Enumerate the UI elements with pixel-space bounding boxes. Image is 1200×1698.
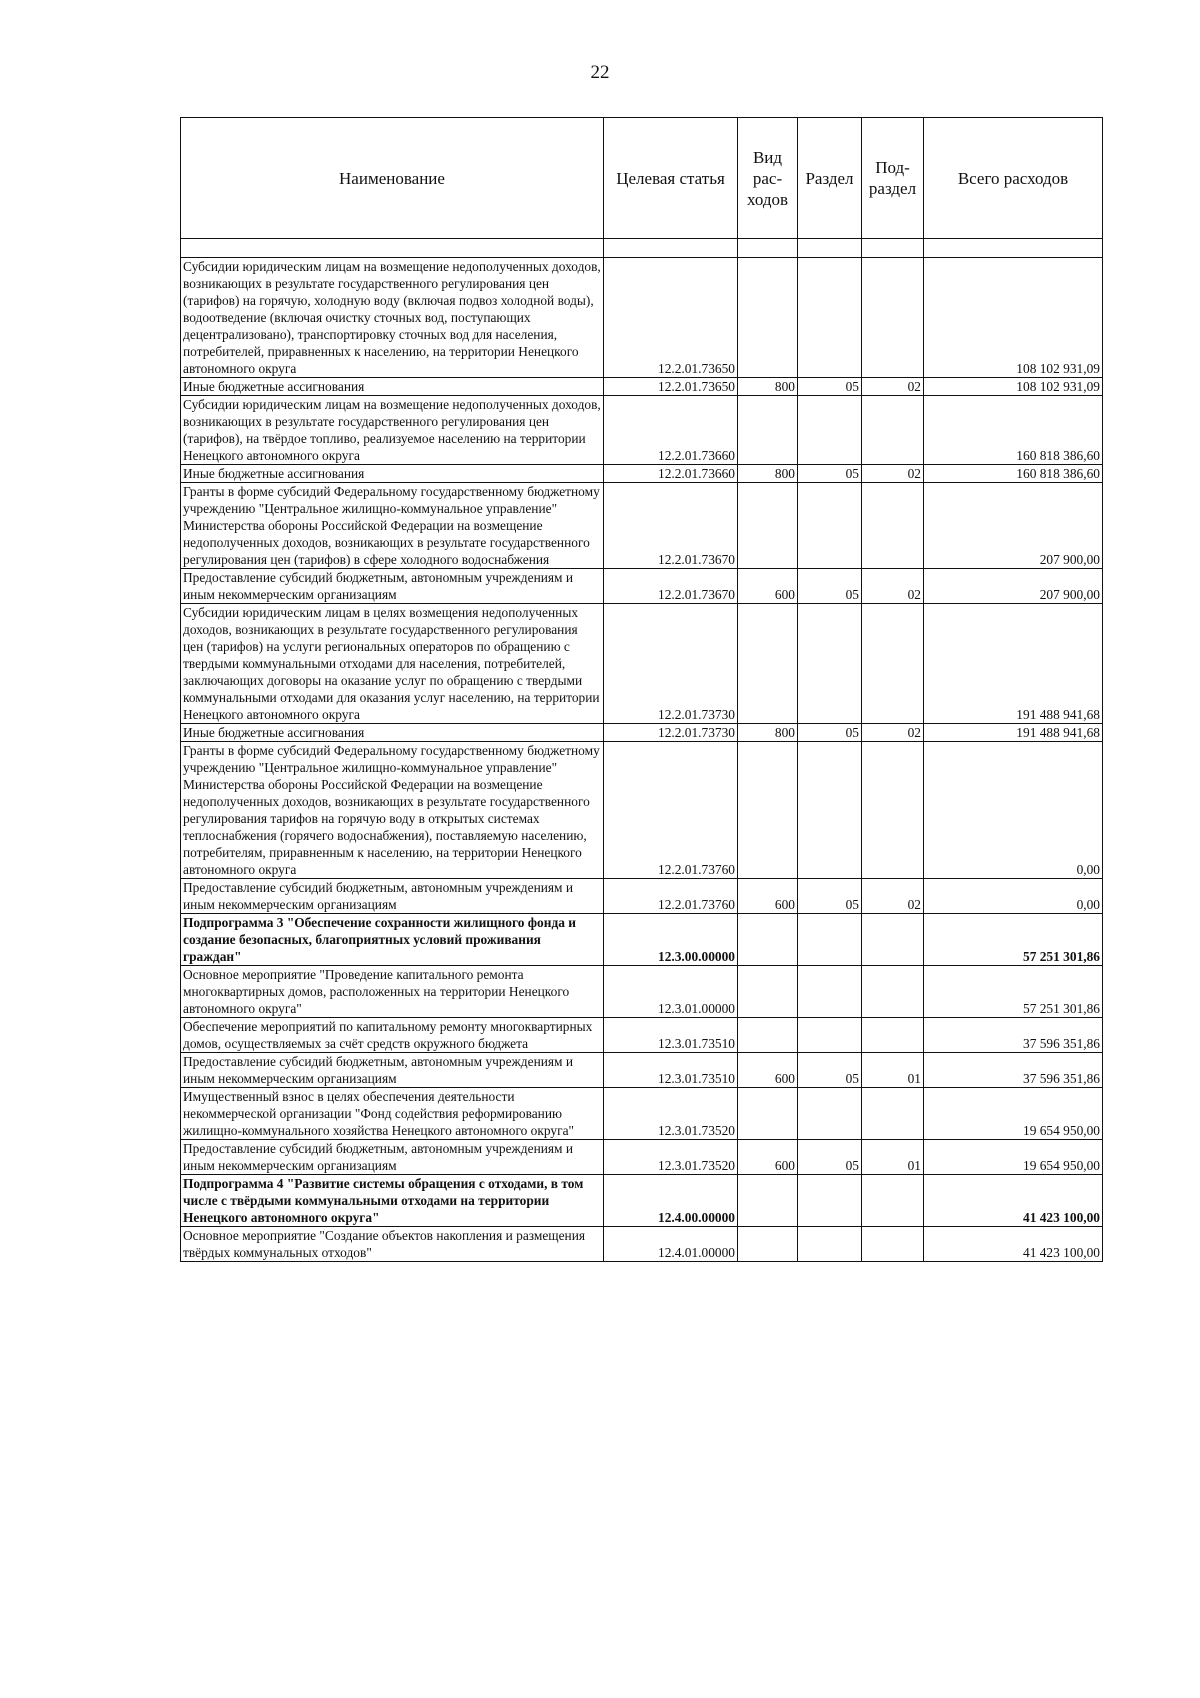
cell-code: 12.2.01.73760: [604, 742, 738, 879]
cell-name: Предоставление субсидий бюджетным, автономным учреждениям и иным некоммерческим организациям: [181, 569, 604, 604]
table-row: [181, 1140, 1103, 1175]
budget-table: [180, 117, 1103, 1262]
cell-razdel: [798, 258, 862, 378]
cell-razdel: [798, 914, 862, 966]
table-row: [181, 1018, 1103, 1053]
table-row: [181, 483, 1103, 569]
cell-code: 12.2.01.73730: [604, 724, 738, 742]
table-row: [181, 465, 1103, 483]
cell-code: 12.3.01.73510: [604, 1053, 738, 1088]
cell-total: 207 900,00: [924, 569, 1103, 604]
cell-name: Субсидии юридическим лицам в целях возмещения недополученных доходов, возникающих в результате государственного регулирования цен (тарифов) на услуги региональных операторов по обращению с твердыми коммунальными отходами для населения, потребителей, заключающих договоры на оказание услуг по обращению с твердыми коммунальными отходами для оказания услуг населению, на территории Ненецкого автономного округа: [181, 604, 604, 724]
cell-name: Предоставление субсидий бюджетным, автономным учреждениям и иным некоммерческим организациям: [181, 1053, 604, 1088]
cell-name: Подпрограмма 4 "Развитие системы обращения с отходами, в том числе с твёрдыми коммунальными отходами на территории Ненецкого автономного округа": [181, 1175, 604, 1227]
cell-code: 12.2.01.73670: [604, 483, 738, 569]
table-body: [181, 239, 1103, 1262]
table-row: [181, 1175, 1103, 1227]
cell-name: Подпрограмма 3 "Обеспечение сохранности жилищного фонда и создание безопасных, благоприятных условий проживания граждан": [181, 914, 604, 966]
cell-podrazdel: 01: [862, 1140, 924, 1175]
cell-podrazdel: 02: [862, 569, 924, 604]
cell-total: 41 423 100,00: [924, 1175, 1103, 1227]
cell-podrazdel: [862, 604, 924, 724]
cell-podrazdel: [862, 1088, 924, 1140]
cell-name: Предоставление субсидий бюджетным, автономным учреждениям и иным некоммерческим организациям: [181, 879, 604, 914]
table-row: [181, 914, 1103, 966]
cell-name: Обеспечение мероприятий по капитальному ремонту многоквартирных домов, осуществляемых за счёт средств окружного бюджета: [181, 1018, 604, 1053]
cell-name: Гранты в форме субсидий Федеральному государственному бюджетному учреждению "Центральное жилищно-коммунальное управление" Министерства обороны Российской Федерации на возмещение недополученных доходов, возникающих в результате государственного регулирования цен (тарифов) в сфере холодного водоснабжения: [181, 483, 604, 569]
cell-razdel: 05: [798, 879, 862, 914]
cell-total: 19 654 950,00: [924, 1088, 1103, 1140]
header-total: Всего расходов: [924, 118, 1103, 239]
cell-total: 207 900,00: [924, 483, 1103, 569]
cell-razdel: 05: [798, 1053, 862, 1088]
table-row: [181, 879, 1103, 914]
cell-name: Субсидии юридическим лицам на возмещение недополученных доходов, возникающих в результате государственного регулирования цен (тарифов) на горячую, холодную воду (включая подвоз холодной воды), водоотведение (включая очистку сточных вод, поступающих децентрализовано), транспортировку сточных вод для населения, потребителей, приравненных к населению, на территории Ненецкого автономного округа: [181, 258, 604, 378]
cell-vid: [738, 483, 798, 569]
table-row: [181, 258, 1103, 378]
cell-razdel: 05: [798, 378, 862, 396]
table-row: [181, 604, 1103, 724]
cell-total: 108 102 931,09: [924, 258, 1103, 378]
table-row: [181, 966, 1103, 1018]
cell-podrazdel: 01: [862, 1053, 924, 1088]
header-podrazdel: Под-раздел: [862, 118, 924, 239]
cell-total: 191 488 941,68: [924, 604, 1103, 724]
cell-name: Основное мероприятие "Проведение капитального ремонта многоквартирных домов, расположенных на территории Ненецкого автономного округа": [181, 966, 604, 1018]
cell-vid: 600: [738, 879, 798, 914]
table-row: [181, 1053, 1103, 1088]
cell-name: Основное мероприятие "Создание объектов накопления и размещения твёрдых коммунальных отходов": [181, 1227, 604, 1262]
cell-vid: 600: [738, 569, 798, 604]
cell-podrazdel: 02: [862, 879, 924, 914]
cell-name: Иные бюджетные ассигнования: [181, 378, 604, 396]
cell-razdel: [798, 966, 862, 1018]
cell-podrazdel: [862, 966, 924, 1018]
cell-podrazdel: [862, 258, 924, 378]
cell-razdel: 05: [798, 465, 862, 483]
cell-code: 12.3.01.73520: [604, 1088, 738, 1140]
cell-podrazdel: [862, 1175, 924, 1227]
cell-name: Субсидии юридическим лицам на возмещение недополученных доходов, возникающих в результате государственного регулирования цен (тарифов), на твёрдое топливо, реализуемое населению на территории Ненецкого автономного округа: [181, 396, 604, 465]
cell-podrazdel: [862, 396, 924, 465]
cell-code: 12.2.01.73650: [604, 258, 738, 378]
cell-vid: [738, 914, 798, 966]
cell-vid: [738, 1175, 798, 1227]
cell-total: 19 654 950,00: [924, 1140, 1103, 1175]
cell-razdel: [798, 1175, 862, 1227]
table-row: [181, 1088, 1103, 1140]
cell-code: 12.2.01.73730: [604, 604, 738, 724]
cell-vid: [738, 742, 798, 879]
cell-name: Имущественный взнос в целях обеспечения деятельности некоммерческой организации "Фонд содействия реформированию жилищно-коммунального хозяйства Ненецкого автономного округа": [181, 1088, 604, 1140]
spacer-row: [181, 239, 1103, 258]
table-header-row: [181, 118, 1103, 239]
cell-razdel: [798, 1018, 862, 1053]
cell-code: 12.3.00.00000: [604, 914, 738, 966]
cell-vid: [738, 604, 798, 724]
cell-razdel: [798, 742, 862, 879]
table-row: [181, 1227, 1103, 1262]
cell-name: Иные бюджетные ассигнования: [181, 724, 604, 742]
cell-razdel: [798, 604, 862, 724]
cell-code: 12.2.01.73660: [604, 465, 738, 483]
cell-razdel: [798, 1088, 862, 1140]
cell-podrazdel: [862, 1018, 924, 1053]
cell-name: Иные бюджетные ассигнования: [181, 465, 604, 483]
header-vid: Вид рас-ходов: [738, 118, 798, 239]
cell-podrazdel: [862, 914, 924, 966]
table-row: [181, 396, 1103, 465]
cell-podrazdel: 02: [862, 378, 924, 396]
cell-total: 57 251 301,86: [924, 914, 1103, 966]
cell-podrazdel: 02: [862, 724, 924, 742]
cell-code: 12.2.01.73670: [604, 569, 738, 604]
cell-vid: 600: [738, 1053, 798, 1088]
cell-name: Гранты в форме субсидий Федеральному государственному бюджетному учреждению "Центральное жилищно-коммунальное управление" Министерства обороны Российской Федерации на возмещение недополученных доходов, возникающих в результате государственного регулирования тарифов на горячую воду в открытых системах теплоснабжения (горячего водоснабжения), поставляемую населению, потребителям, приравненным к населению, на территории Ненецкого автономного округа: [181, 742, 604, 879]
cell-vid: 800: [738, 378, 798, 396]
cell-code: 12.2.01.73660: [604, 396, 738, 465]
cell-vid: 800: [738, 724, 798, 742]
cell-total: 108 102 931,09: [924, 378, 1103, 396]
cell-total: 0,00: [924, 742, 1103, 879]
cell-razdel: 05: [798, 1140, 862, 1175]
cell-podrazdel: [862, 742, 924, 879]
cell-total: 0,00: [924, 879, 1103, 914]
header-razdel: Раздел: [798, 118, 862, 239]
cell-vid: [738, 1018, 798, 1053]
cell-total: 37 596 351,86: [924, 1018, 1103, 1053]
cell-code: 12.4.01.00000: [604, 1227, 738, 1262]
table-row: [181, 378, 1103, 396]
cell-podrazdel: [862, 1227, 924, 1262]
cell-razdel: [798, 1227, 862, 1262]
cell-vid: [738, 1227, 798, 1262]
cell-vid: [738, 966, 798, 1018]
cell-name: Предоставление субсидий бюджетным, автономным учреждениям и иным некоммерческим организациям: [181, 1140, 604, 1175]
cell-vid: [738, 1088, 798, 1140]
cell-total: 37 596 351,86: [924, 1053, 1103, 1088]
cell-code: 12.2.01.73650: [604, 378, 738, 396]
cell-razdel: [798, 483, 862, 569]
cell-vid: 800: [738, 465, 798, 483]
cell-razdel: 05: [798, 724, 862, 742]
cell-podrazdel: [862, 483, 924, 569]
cell-total: 41 423 100,00: [924, 1227, 1103, 1262]
cell-podrazdel: 02: [862, 465, 924, 483]
cell-razdel: [798, 396, 862, 465]
cell-code: 12.3.01.73510: [604, 1018, 738, 1053]
table-row: [181, 724, 1103, 742]
header-name: Наименование: [181, 118, 604, 239]
cell-total: 160 818 386,60: [924, 396, 1103, 465]
cell-total: 160 818 386,60: [924, 465, 1103, 483]
cell-razdel: 05: [798, 569, 862, 604]
cell-vid: [738, 258, 798, 378]
cell-total: 57 251 301,86: [924, 966, 1103, 1018]
table-row: [181, 742, 1103, 879]
header-code: Целевая статья: [604, 118, 738, 239]
cell-code: 12.3.01.00000: [604, 966, 738, 1018]
cell-code: 12.2.01.73760: [604, 879, 738, 914]
cell-vid: [738, 396, 798, 465]
cell-total: 191 488 941,68: [924, 724, 1103, 742]
page-number: 22: [590, 62, 610, 83]
cell-vid: 600: [738, 1140, 798, 1175]
cell-code: 12.3.01.73520: [604, 1140, 738, 1175]
table-row: [181, 569, 1103, 604]
cell-code: 12.4.00.00000: [604, 1175, 738, 1227]
